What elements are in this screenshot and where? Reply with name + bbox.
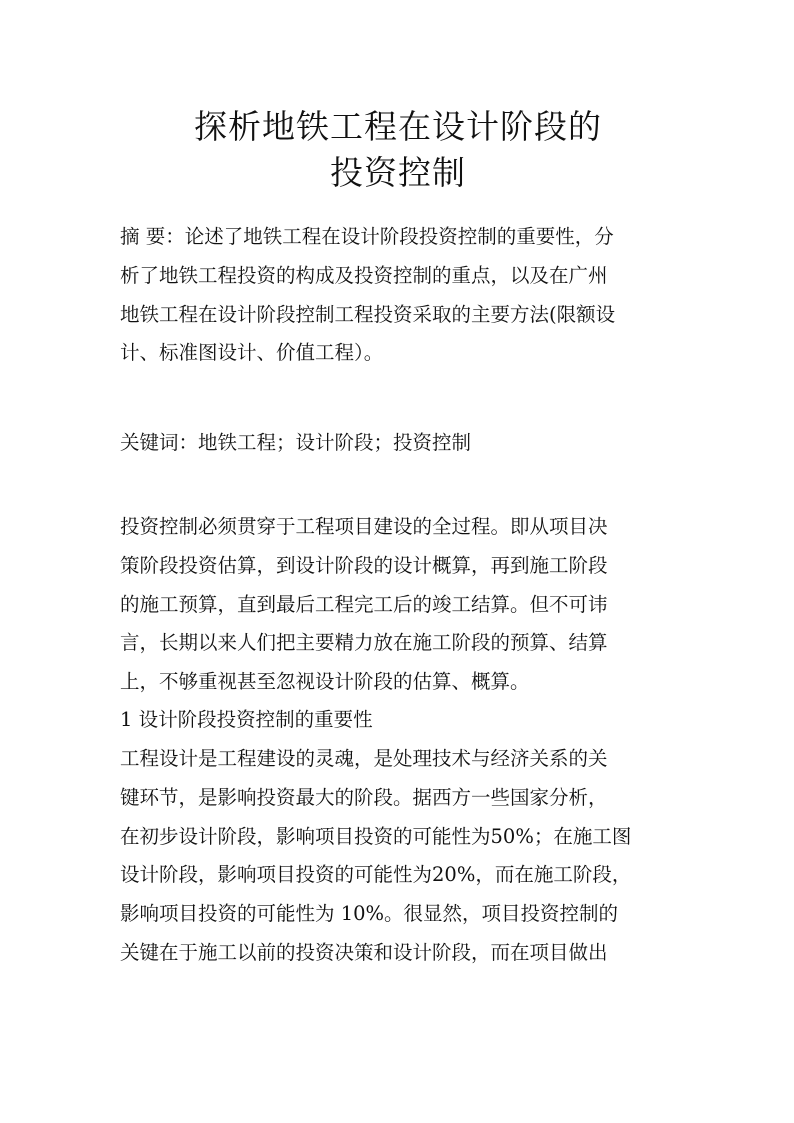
keywords [120, 424, 676, 463]
abstract-line: 摘 要：论述了地铁工程在设计阶段投资控制的重要性，分 [120, 225, 614, 248]
abstract-line: 计、标准图设计、价值工程）。 [120, 341, 384, 365]
abstract-line: 地铁工程在设计阶段控制工程投资采取的主要方法(限额设 [120, 302, 616, 326]
paragraph-line: 关键在于施工以前的投资决策和设计阶段，而在项目做出 [120, 940, 608, 964]
title-line-2: 投资控制 [330, 153, 466, 192]
paragraph-line: 键环节，是影响投资最大的阶段。据西方一些国家分析， [120, 785, 608, 809]
paragraph-line: 工程设计是工程建设的灵魂，是处理技术与经济关系的关 [120, 747, 608, 770]
abstract [120, 218, 676, 373]
paragraph-line: 设计阶段，影响项目投资的可能性为20%，而在施工阶段， [120, 863, 632, 887]
paragraph-line: 上，不够重视甚至忽视设计阶段的估算、概算。 [120, 670, 530, 694]
paragraph-line: 的施工预算，直到最后工程完工后的竣工结算。但不可讳 [120, 592, 608, 616]
paragraph-line: 在初步设计阶段，影响项目投资的可能性为50%；在施工图 [120, 824, 632, 848]
paragraph-line: 策阶段投资估算，到设计阶段的设计概算，再到施工阶段 [120, 553, 608, 577]
abstract-line: 析了地铁工程投资的构成及投资控制的重点，以及在广州 [120, 263, 608, 287]
section-heading-text: 1 设计阶段投资控制的重要性 [120, 708, 373, 731]
keywords-line: 关键词：地铁工程；设计阶段；投资控制 [120, 431, 472, 454]
paragraph-line: 言，长期以来人们把主要精力放在施工阶段的预算、结算 [120, 631, 608, 655]
paragraph-line: 投资控制必须贯穿于工程项目建设的全过程。即从项目决 [120, 515, 608, 538]
paragraph-1 [120, 508, 676, 702]
title-line-1: 探析地铁工程在设计阶段的 [194, 107, 602, 146]
paragraph-2 [120, 740, 676, 973]
section-heading-1 [120, 701, 676, 740]
paragraph-line: 影响项目投资的可能性为 10%。很显然，项目投资控制的 [120, 902, 619, 926]
document-title [120, 104, 676, 196]
